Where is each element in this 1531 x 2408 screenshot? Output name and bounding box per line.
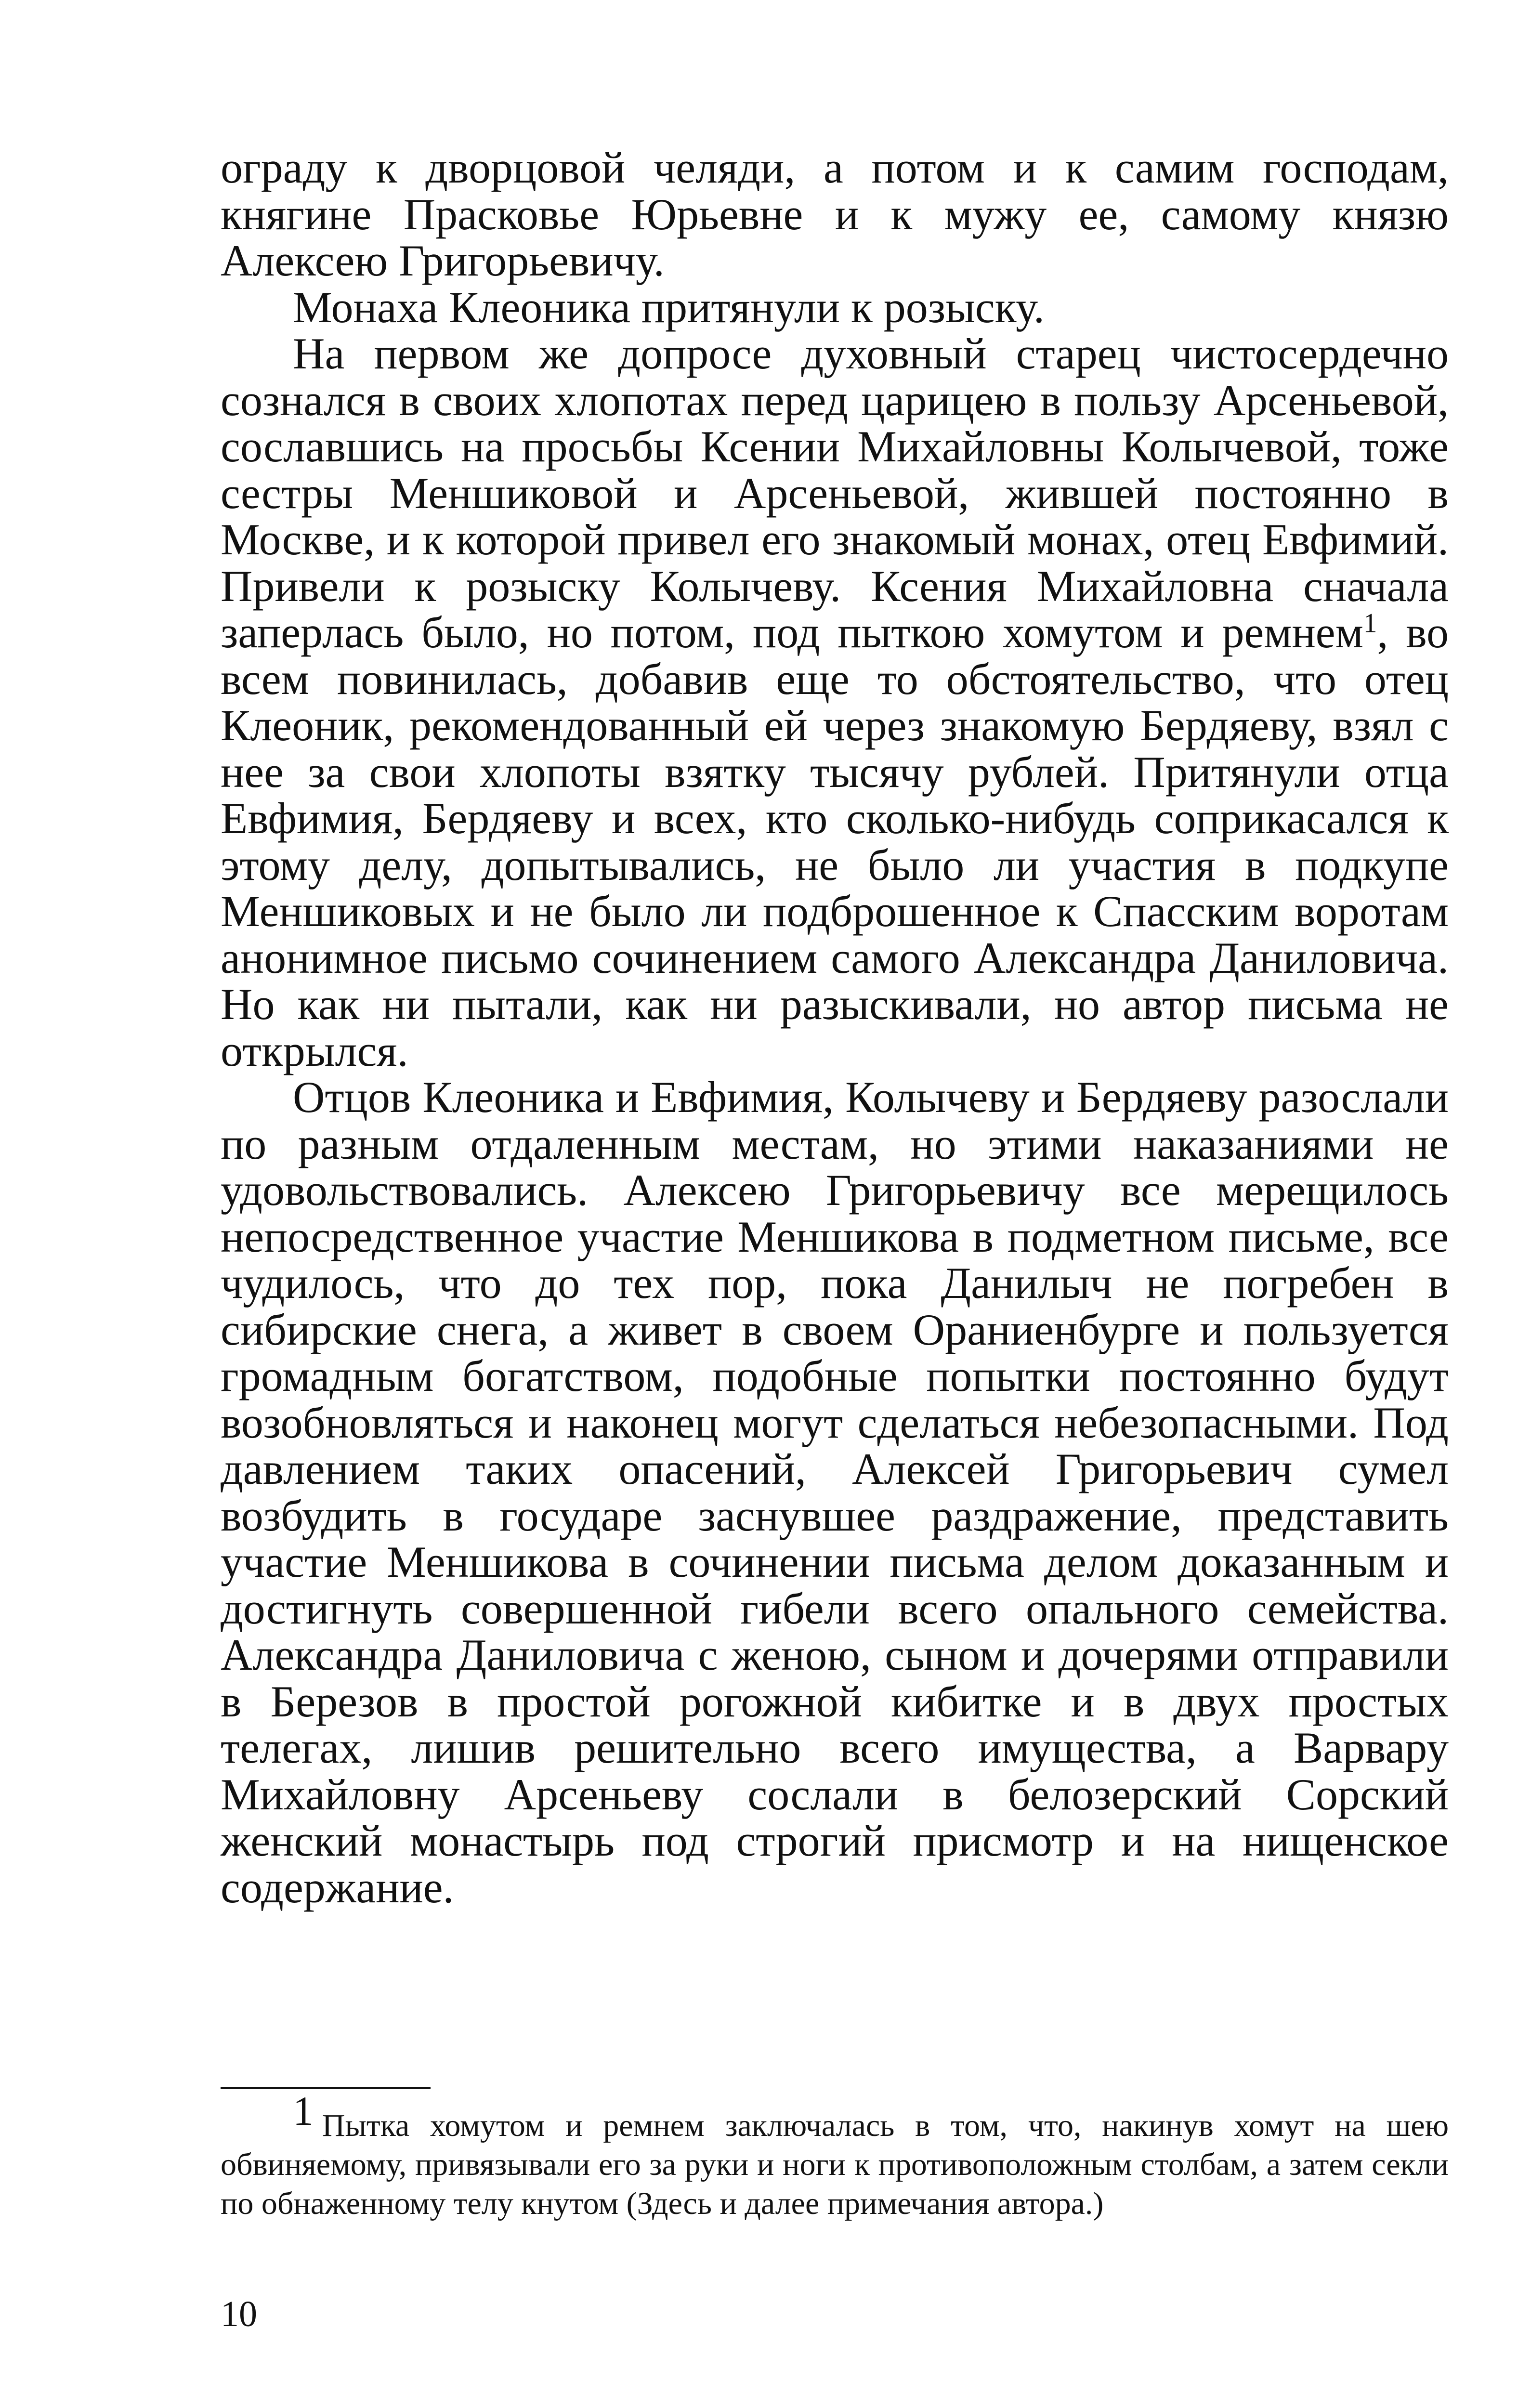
paragraph-3 (221, 330, 1449, 1074)
footnote (221, 2088, 1449, 2223)
footnote-text: Пытка хомутом и ремнем заключалась в том, что, накинув хомут на шею обвиняемому, привязывали его за руки и ноги к противоположным столбам, а затем секли по обнаженному телу кнутом (Здесь и далее примечания автора.) (221, 2108, 1449, 2221)
paragraph-3-part-2: , во всем повинилась, добавив еще то обстоятельство, что отец Клеоник, рекомендованный ей через знакомую Бердяеву, взял с нее за свои хлопоты взятку тысячу рублей. Притянули отца Евфимия, Бердяеву и всех, кто сколько-нибудь соприкасался к этому делу, допытывались, не было ли участия в подкупе Меншиковых и не было ли подброшенное к Спасским воротам анонимное письмо сочинением самого Александра Даниловича. Но как ни пытали, как ни разыскивали, но автор письма не открылся. (221, 608, 1449, 1075)
footnote-mark: 1 (293, 2088, 314, 2134)
footnote-paragraph (221, 2088, 1449, 2223)
paragraph-3-part-1: На первом же допросе духовный старец чистосердечно сознался в своих хлопотах перед царицею в пользу Арсеньевой, сославшись на просьбы Ксении Михайловны Колычевой, тоже сестры Меншиковой и Арсеньевой, жившей постоянно в Москве, и к которой привел его знакомый монах, отец Евфимий. Привели к розыску Колычеву. Ксения Михайловна сначала заперлась было, но потом, под пыткою хомутом и ремнем (221, 329, 1449, 657)
main-text-block (221, 144, 1449, 1911)
page-number: 10 (221, 2294, 257, 2334)
paragraph-2: Монаха Клеоника притянули к розыску. (293, 282, 1045, 332)
footnote-divider (221, 2087, 431, 2089)
footnote-reference: 1 (1363, 608, 1377, 639)
paragraph-1: ограду к дворцовой челяди, а потом и к самим господам, княгине Прасковье Юрьевне и к мужу ее, самому князю Алексею Григорьевичу. (221, 143, 1449, 285)
paragraph-4: Отцов Клеоника и Евфимия, Колычеву и Бердяеву разослали по разным отдаленным местам, но этими наказаниями не удовольствовались. Алексею Григорьевичу все мерещилось непосредственное участие Меншикова в подметном письме, все чудилось, что до тех пор, пока Данилыч не погребен в сибирские снега, а живет в своем Ораниенбурге и пользуется громадным богатством, подобные попытки постоянно будут возобновляться и наконец могут сделаться небезопасными. Под давлением таких опасений, Алексей Григорьевич сумел возбудить в государе заснувшее раздражение, представить участие Меншикова в сочинении письма делом доказанным и достигнуть совершенной гибели всего опального семейства. Александра Даниловича с женою, сыном и дочерями отправили в Березов в простой рогожной кибитке и в двух простых телегах, лишив решительно всего имущества, а Варвару Михайловну Арсеньеву сослали в белозерский Сорский женский монастырь под строгий присмотр и на нищенское содержание. (221, 1073, 1449, 1912)
